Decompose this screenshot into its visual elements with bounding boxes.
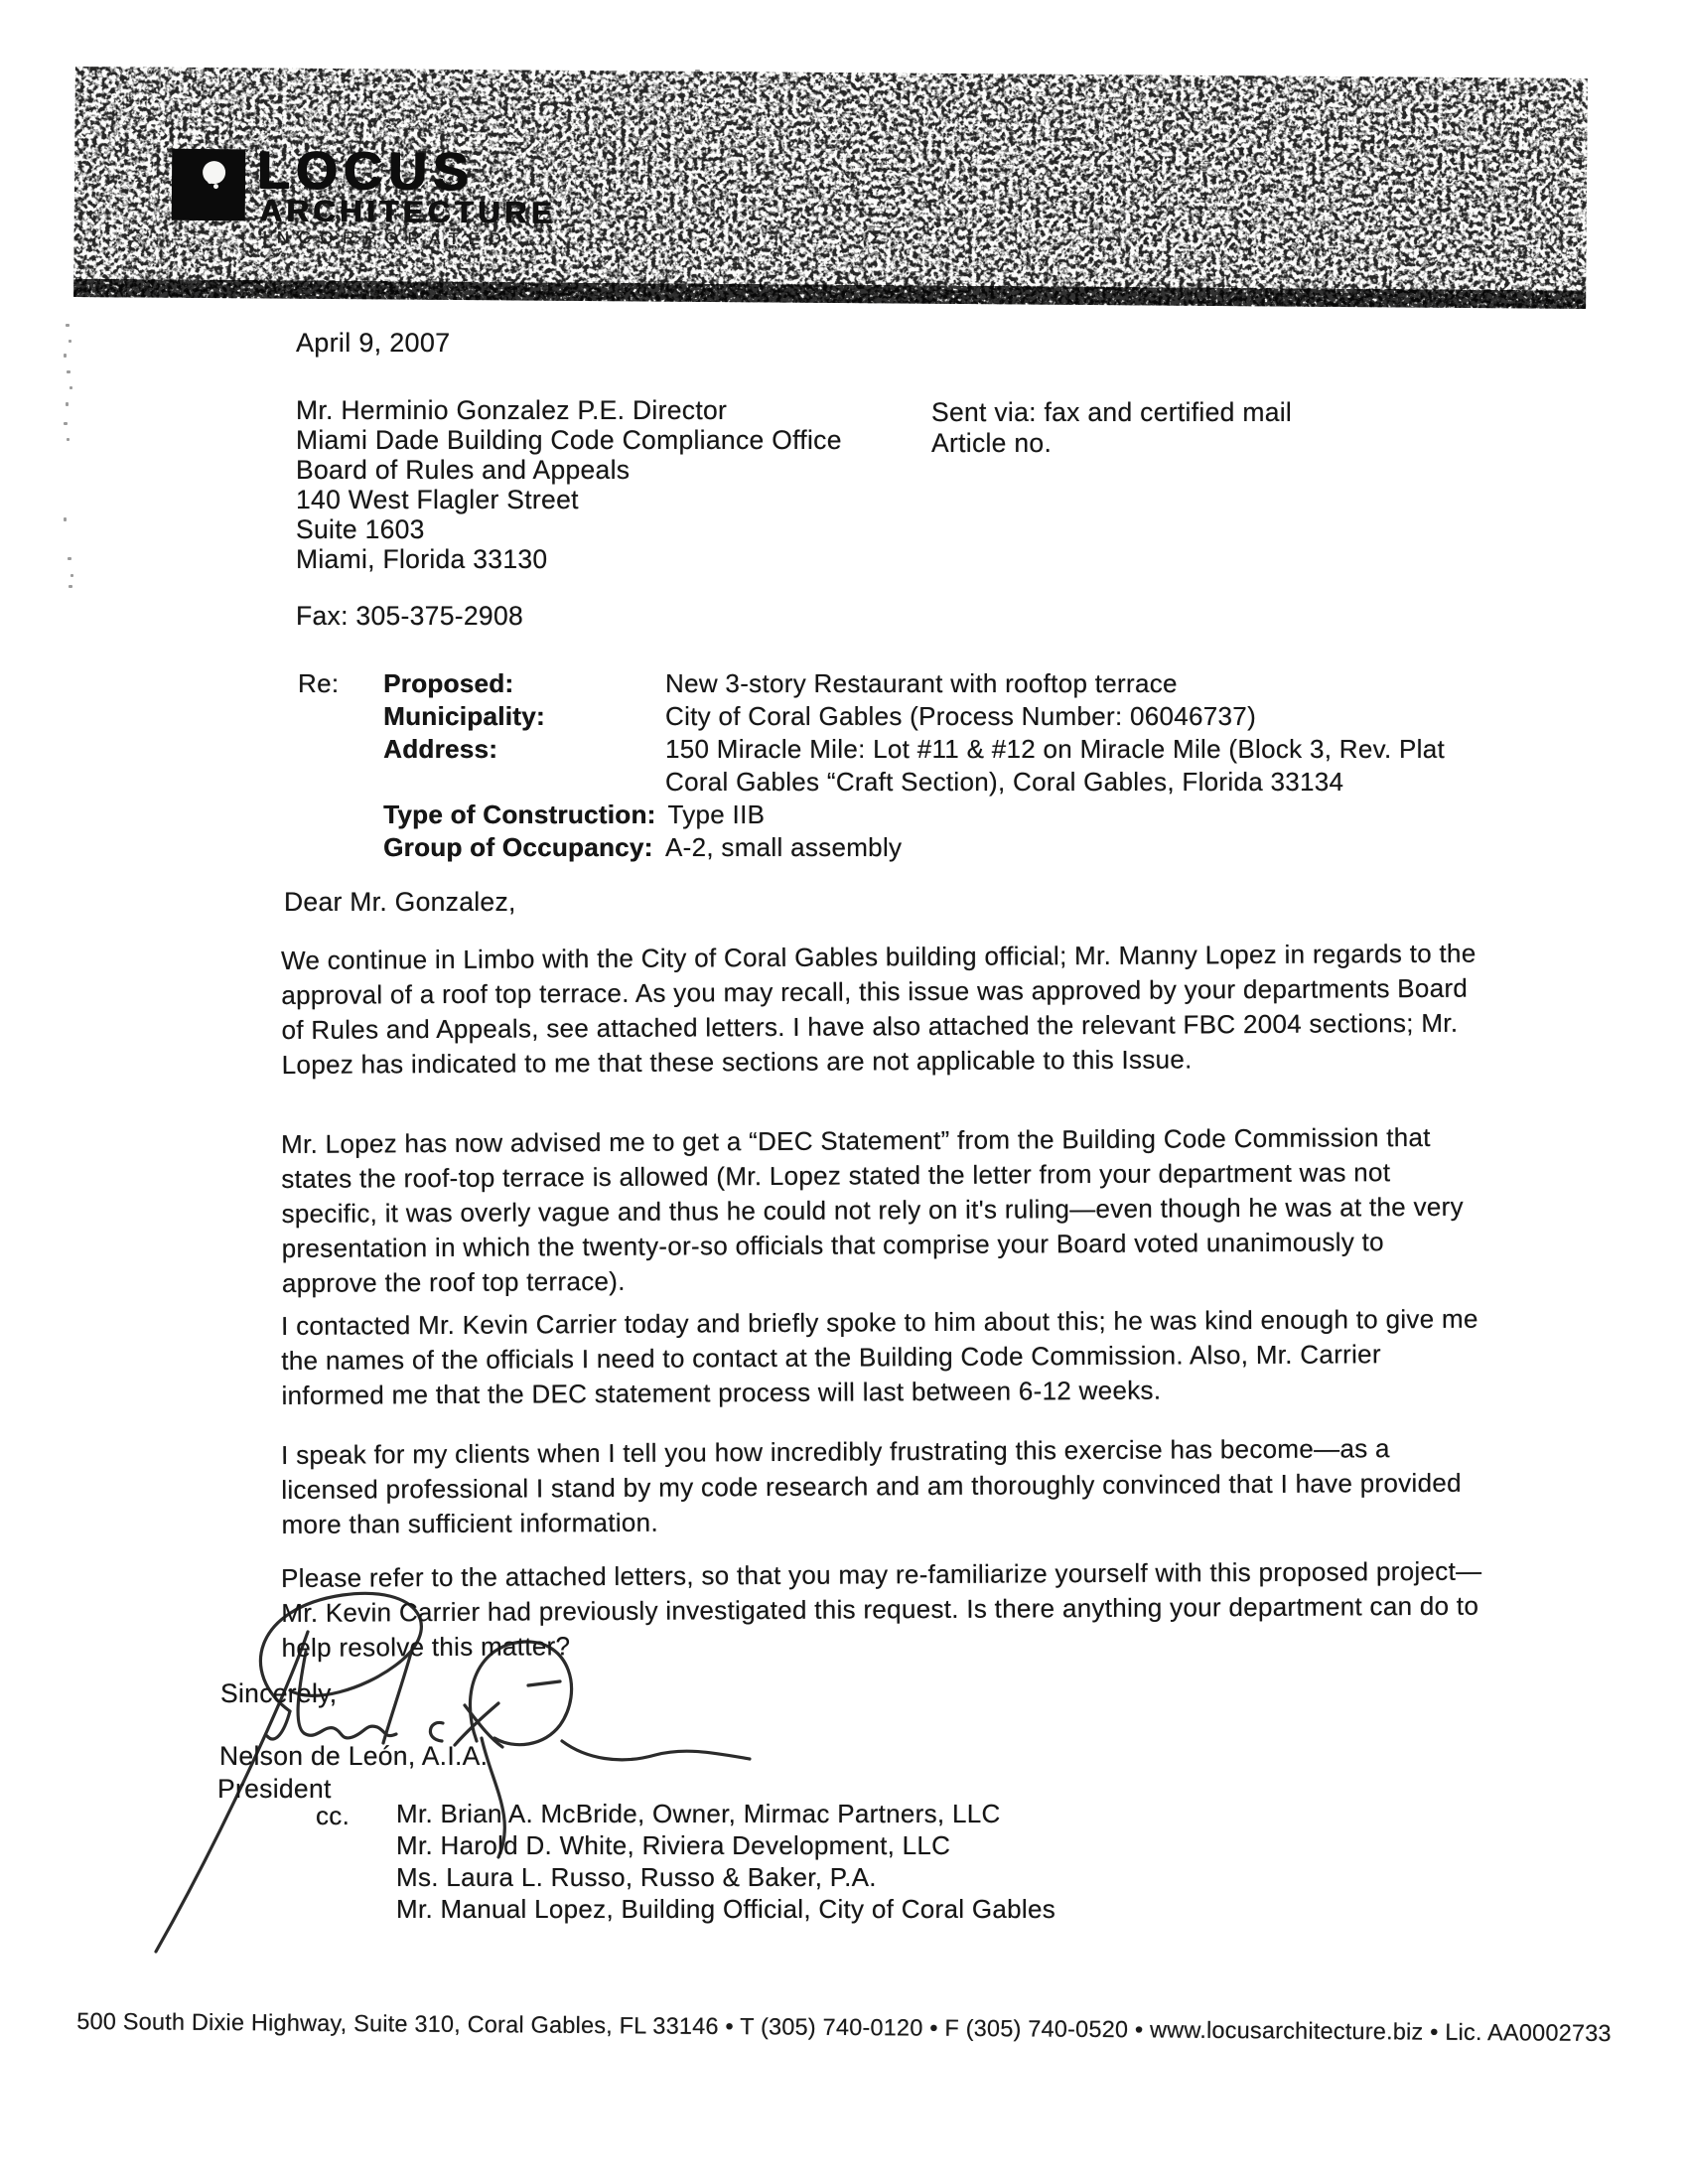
re-row-label: Group of Occupancy: <box>383 832 653 862</box>
body-paragraph: I contacted Mr. Kevin Carrier today and briefly spoke to him about this; he was kind enough to give me the names of the officials I need to contact at the Building Code Commission. Also, Mr. Carrier informed me that the DEC statement process will last between 6-12 weeks. <box>281 1303 1478 1410</box>
re-rows <box>383 667 1504 864</box>
re-row-value: A-2, small assembly <box>665 832 903 862</box>
company-logo-square <box>172 149 246 221</box>
scan-artifact <box>70 386 72 389</box>
re-row-label: Municipality: <box>383 701 545 731</box>
scan-artifact <box>695 70 700 73</box>
delivery-method-block <box>931 397 1292 459</box>
re-label: Re: <box>298 668 340 698</box>
closing-sincerely: Sincerely, <box>220 1678 338 1708</box>
re-row <box>383 831 1504 864</box>
recipient-address-line: Miami Dade Building Code Compliance Office <box>296 425 842 455</box>
re-block <box>298 667 1504 864</box>
fax-line: Fax: 305-375-2908 <box>296 601 524 631</box>
delivery-method-line: Sent via: fax and certified mail <box>931 397 1293 427</box>
scan-artifact <box>67 438 70 441</box>
cc-entry: Mr. Harold D. White, Riviera Development, LLC <box>396 1830 951 1860</box>
scan-artifact <box>69 340 71 343</box>
body-paragraph: Mr. Lopez has now advised me to get a “DEC Statement” from the Building Code Commission that states the roof-top terrace is allowed (Mr. Lopez stated the letter from your department was not specific, it was overly vague and thus he could not rely on it's ruling—even though he was at the very presentation in which the twenty-or-so officials that comprise your Board voted unanimously to approve the roof top terrace). <box>281 1121 1464 1298</box>
scan-artifact <box>70 574 73 577</box>
re-row <box>383 799 1504 831</box>
re-row-value: City of Coral Gables (Process Number: 06046737) <box>665 701 1257 731</box>
cc-entry: Mr. Manual Lopez, Building Official, City of Coral Gables <box>396 1894 1056 1924</box>
scan-artifact <box>64 354 67 358</box>
scan-artifact <box>66 402 69 406</box>
company-subtitle: ARCHITECTURE <box>259 193 557 230</box>
re-row-label: Proposed: <box>383 668 514 698</box>
re-row <box>383 667 1504 700</box>
signer-title: President <box>217 1774 332 1804</box>
company-name: LOCUS <box>256 140 476 203</box>
cc-label: cc. <box>316 1801 351 1830</box>
recipient-address-line: Miami, Florida 33130 <box>296 544 548 574</box>
re-row-value: New 3-story Restaurant with rooftop terrace <box>665 668 1178 698</box>
logo-mark-icon <box>203 161 225 184</box>
recipient-address-block <box>296 395 842 574</box>
re-row-value: 150 Miracle Mile: Lot #11 & #12 on Miracle Mile (Block 3, Rev. Plat Coral Gables “Craft Section), Coral Gables, Florida 33134 <box>665 734 1446 797</box>
cc-list <box>396 1798 1055 1925</box>
body-paragraph: I speak for my clients when I tell you how incredibly frustrating this exercise has become—as a licensed professional I stand by my code research and am thoroughly convinced that I have provided more than sufficient information. <box>281 1433 1462 1539</box>
cc-entry: Ms. Laura L. Russo, Russo & Baker, P.A. <box>396 1862 877 1892</box>
scan-artifact <box>66 324 70 327</box>
footer-contact-line: 500 South Dixie Highway, Suite 310, Coral Gables, FL 33146 • T (305) 740-0120 • F (305) 740-0520 • www.locusarchitecture.biz • Lic. AA0002733 <box>76 2007 1612 2047</box>
company-tagline: INCORPORATED <box>262 227 511 249</box>
re-row-label: Address: <box>383 734 498 764</box>
re-row-label: Type of Construction: <box>383 800 656 829</box>
recipient-address-line: Mr. Herminio Gonzalez P.E. Director <box>296 395 728 425</box>
scan-artifact <box>64 422 68 425</box>
recipient-address-line: Board of Rules and Appeals <box>296 455 631 485</box>
delivery-article-line: Article no. <box>931 428 1053 458</box>
body-paragraph: We continue in Limbo with the City of Coral Gables building official; Mr. Manny Lopez in regards to the approval of a roof top terrace. As you may recall, this issue was approved by your departments Board of Rules and Appeals, see attached letters. I have also attached the relevant FBC 2004 sections; Mr. Lopez has indicated to me that these sections are not applicable to this Issue. <box>281 938 1477 1080</box>
scan-artifact <box>68 557 71 560</box>
re-row <box>383 733 1504 799</box>
re-row-value: Type IIB <box>667 800 766 829</box>
salutation: Dear Mr. Gonzalez, <box>284 887 516 917</box>
re-row <box>383 700 1504 733</box>
scan-artifact <box>64 517 67 521</box>
body-paragraph: Please refer to the attached letters, so that you may re-familiarize yourself with this proposed project—Mr. Kevin Carrier had previously investigated this request. Is there anything your department can do to help resolve this matter? <box>281 1555 1482 1663</box>
signer-name: Nelson de León, A.I.A. <box>219 1741 489 1771</box>
letterhead-band <box>73 67 1588 309</box>
scan-artifact <box>69 585 72 588</box>
date-line: April 9, 2007 <box>296 328 451 358</box>
cc-entry: Mr. Brian A. McBride, Owner, Mirmac Partners, LLC <box>396 1799 1001 1828</box>
recipient-address-line: Suite 1603 <box>296 514 425 544</box>
scan-artifact <box>67 370 70 373</box>
recipient-address-line: 140 West Flagler Street <box>296 485 579 514</box>
